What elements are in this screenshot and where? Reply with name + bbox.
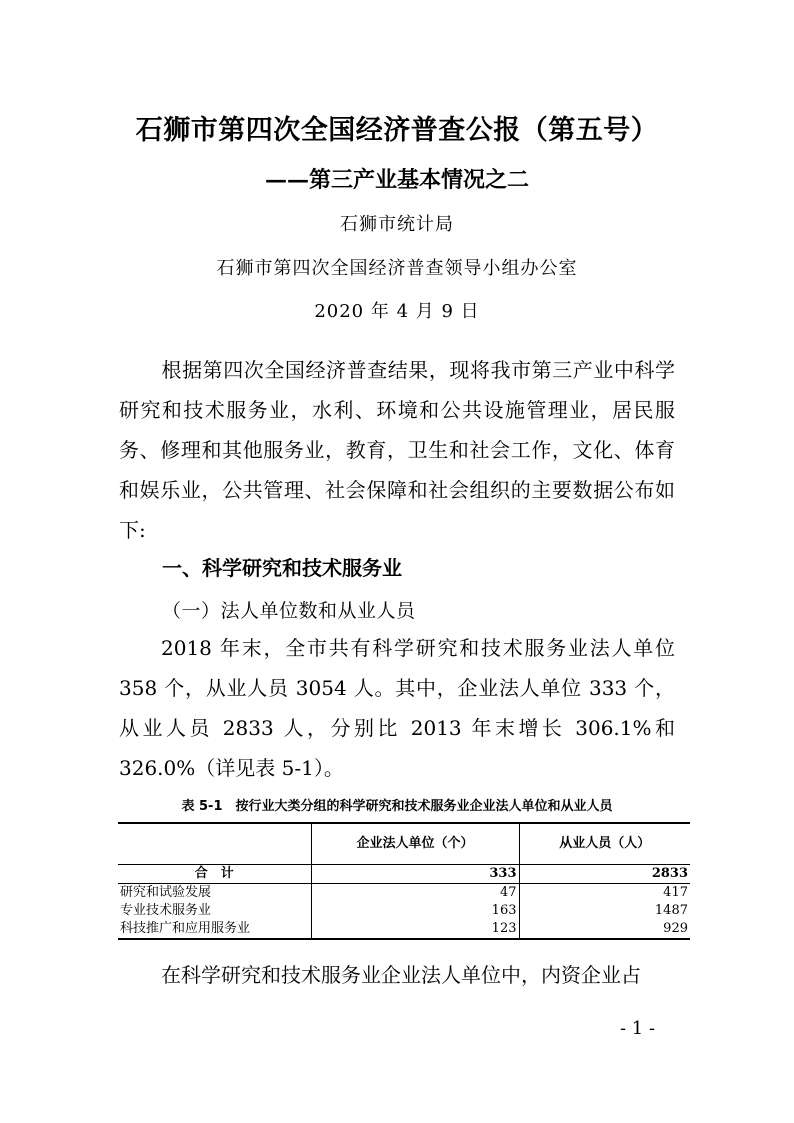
page-number: - 1 - <box>620 1018 656 1039</box>
document-subtitle: ——第三产业基本情况之二 <box>264 167 529 193</box>
table-row <box>118 884 690 903</box>
issuer-statistics-bureau: 石狮市统计局 <box>340 214 454 235</box>
table-row-total <box>118 865 690 884</box>
table-header-units: 企业法人单位（个） <box>311 823 519 865</box>
table-caption: 表 5-1 按行业大类分组的科学研究和技术服务业企业法人单位和从业人员 <box>181 799 613 814</box>
row-employees: 929 <box>519 920 690 939</box>
publication-date: 2020 年 4 月 9 日 <box>314 301 480 322</box>
issuer-census-office: 石狮市第四次全国经济普查领导小组办公室 <box>216 258 578 279</box>
table-row <box>118 902 690 920</box>
total-label: 合 计 <box>118 865 311 884</box>
section1-paragraph <box>119 628 675 788</box>
row-units: 163 <box>311 902 519 920</box>
closing-text: 在科学研究和技术服务业企业法人单位中，内资企业占 <box>161 963 641 987</box>
row-label: 科技推广和应用服务业 <box>118 920 311 939</box>
table-header-employees: 从业人员（人） <box>519 823 690 865</box>
row-units: 47 <box>311 884 519 903</box>
row-label: 专业技术服务业 <box>120 903 212 918</box>
total-employees: 2833 <box>519 865 690 884</box>
table-row <box>118 920 690 939</box>
section1-text: 2018 年末，全市共有科学研究和技术服务业法人单位 358 个，从业人员 3054 人。其中，企业法人单位 333 个，从业人员 2833 人，分别比 2013 年末增长 306.1%和 326.0%（详见表 5-1）。 <box>119 636 675 780</box>
document-title: 石狮市第四次全国经济普查公报（第五号） <box>135 115 659 146</box>
row-employees: 1487 <box>519 902 690 920</box>
closing-paragraph <box>119 955 675 995</box>
intro-paragraph <box>119 350 675 550</box>
total-units: 333 <box>311 865 519 884</box>
row-units: 123 <box>311 920 519 939</box>
row-employees: 417 <box>519 884 690 903</box>
industry-table <box>118 822 690 940</box>
section-heading-sci-tech: 一、科学研究和技术服务业 <box>162 556 402 580</box>
subsection-heading-units-employees: （一）法人单位数和从业人员 <box>162 600 416 622</box>
intro-text: 根据第四次全国经济普查结果，现将我市第三产业中科学研究和技术服务业，水利、环境和公共设施管理业，居民服务、修理和其他服务业，教育，卫生和社会工作，文化、体育和娱乐业，公共管理、社会保障和社会组织的主要数据公布如下: <box>119 358 675 542</box>
table-header-blank <box>118 823 311 865</box>
row-label: 研究和试验发展 <box>120 885 212 900</box>
